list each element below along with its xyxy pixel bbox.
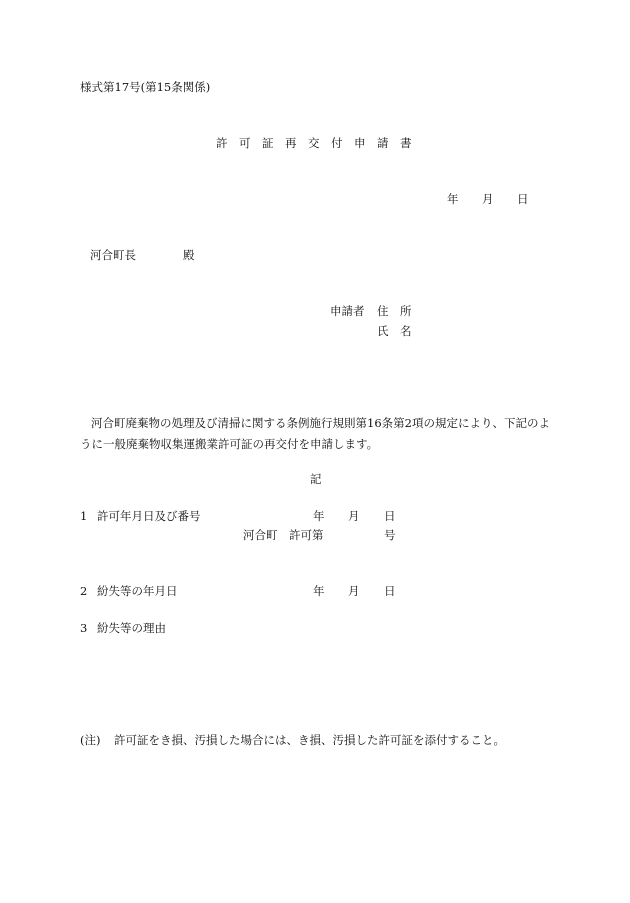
addressee-honorific: 殿 — [183, 248, 195, 262]
document-title: 許 可 証 再 交 付 申 請 書 — [216, 136, 412, 150]
item-3-number: 3 — [80, 621, 88, 635]
item-1-day: 日 — [384, 509, 396, 523]
item-1-permit: 許可第 — [289, 528, 324, 542]
item-2-year: 年 — [313, 584, 325, 598]
note-prefix: (注) — [80, 733, 101, 747]
item-1-label: 許可年月日及び番号 — [97, 509, 201, 523]
item-1-go: 号 — [384, 528, 396, 542]
item-1-number: 1 — [80, 509, 88, 523]
item-2-month: 月 — [348, 584, 360, 598]
date-month: 月 — [482, 192, 494, 206]
date-day: 日 — [517, 192, 529, 206]
applicant-label: 申請者 — [330, 304, 365, 318]
form-number: 様式第17号(第15条関係) — [80, 80, 211, 94]
item-2-day: 日 — [384, 584, 396, 598]
item-2-label: 紛失等の年月日 — [97, 584, 178, 598]
body-paragraph — [80, 413, 552, 455]
ki-heading: 記 — [310, 472, 322, 486]
date-year: 年 — [447, 192, 459, 206]
applicant-name-label: 氏 名 — [377, 324, 412, 338]
body-line-2: うに一般廃棄物収集運搬業許可証の再交付を申請します。 — [80, 437, 379, 451]
item-3-label: 紛失等の理由 — [97, 621, 166, 635]
addressee-name: 河合町長 — [90, 248, 136, 262]
body-line-1: 河合町廃棄物の処理及び清掃に関する条例施行規則第16条第2項の規定により、下記のよ — [91, 416, 550, 430]
note-text: 許可証をき損、汚損した場合には、き損、汚損した許可証を添付すること。 — [114, 733, 505, 747]
item-1-town: 河合町 — [243, 528, 278, 542]
applicant-address-label: 住 所 — [377, 304, 412, 318]
item-1-month: 月 — [348, 509, 360, 523]
item-2-number: 2 — [80, 584, 88, 598]
item-1-year: 年 — [313, 509, 325, 523]
